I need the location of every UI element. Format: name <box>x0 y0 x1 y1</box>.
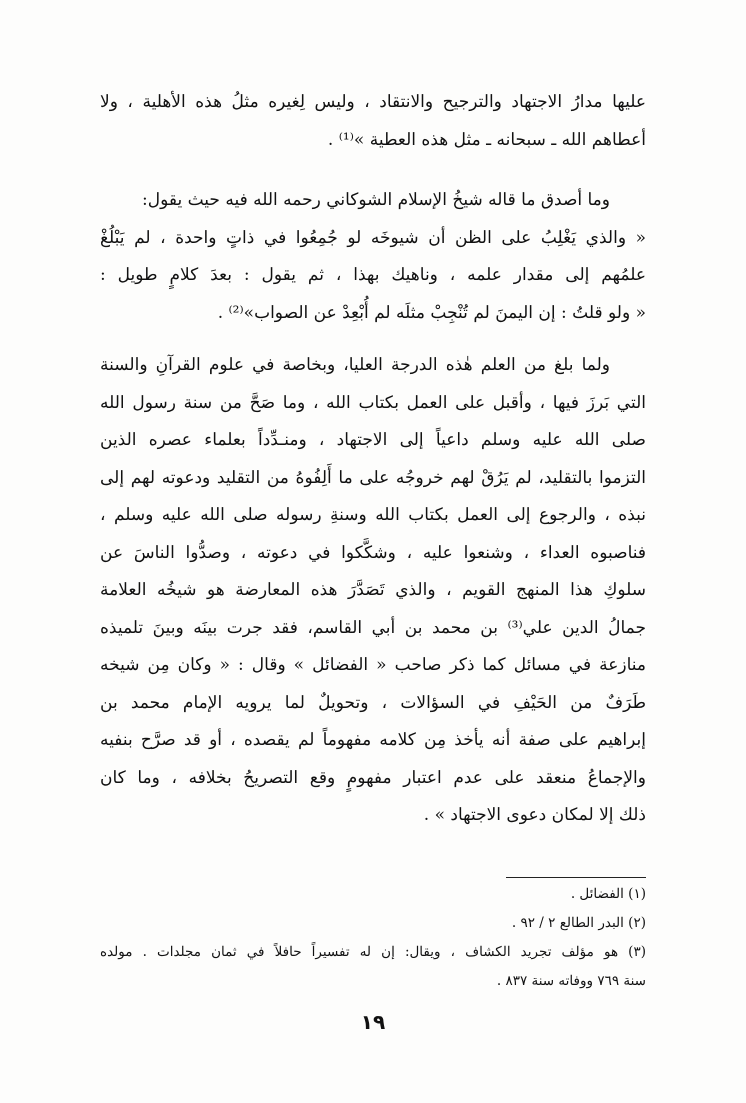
text-line: منازعة في مسائل كما ذكر صاحب « الفضائل » وقال : « وكان مِن شيخه <box>100 655 646 675</box>
text-line: ذلك إلا لمكان دعوى الاجتهاد » . <box>423 805 646 825</box>
text-line: ولما بلغ من العلم هٰذه الدرجة العليا، وبخاصة في علوم القرآنِ والسنة <box>100 355 610 375</box>
footnote-divider <box>506 877 646 878</box>
paragraph-3 <box>100 347 646 835</box>
footnote-1: (١) الفضائل . <box>570 886 646 902</box>
text-line: عليها مدارُ الاجتهاد والترجيح والانتقاد ، وليس لِغيره مثلُ هذه الأهلية ، ولا <box>100 92 646 112</box>
footnote-2: (٢) البدر الطالع ٢ / ٩٢ . <box>511 915 646 931</box>
text-line: وما أصدق ما قاله شيخُ الإسلام الشوكاني رحمه الله فيه حيث يقول: <box>142 190 610 210</box>
paragraph-1 <box>100 84 646 159</box>
text-line: « والذي يَغْلِبُ على الظن أن شيوخَه لو جُمِعُوا في ذاتٍ واحدة ، لم يَبْلُغْ <box>100 227 646 248</box>
text-line: صلى الله عليه وسلم داعياً إلى الاجتهاد ، ومنـدِّداً بعلماء عصره الذين <box>100 430 646 450</box>
footnote-3-continued: سنة ٧٦٩ ووفاته سنة ٨٣٧ . <box>496 973 646 989</box>
text-line: نبذه ، والرجوع إلى العمل بكتاب الله وسنةِ رسوله صلى الله عليه وسلم ، <box>100 505 646 525</box>
page-number: ١٩ <box>360 1010 386 1034</box>
text-line: التي بَرزَ فيها ، وأقبل على العمل بكتاب الله ، وما صَحَّ من سنة رسول الله <box>100 392 646 413</box>
paragraph-2 <box>100 182 646 332</box>
text-line: التزموا بالتقليد، لم يَرُقْ لهم خروجُه على ما أَلِفُوهُ من التقليد ودعوته لهم إلى <box>100 467 646 488</box>
text-line: « ولو قلتُ : إن اليمنَ لم تُنْجِبْ مثلَه لم أُبْعِدْ عن الصواب»⁽²⁾ . <box>217 302 646 323</box>
text-line: فناصبوه العداء ، وشنعوا عليه ، وشكَّكوا في دعوته ، وصدُّوا الناسَ عن <box>100 542 646 563</box>
text-line: والإجماعُ منعقد على عدم اعتبار مفهومٍ وقع التصريحُ بخلافه ، وما كان <box>100 767 646 788</box>
footnote-3: (٣) هو مؤلف تجريد الكشاف ، ويقال: إن له تفسيراً حافلاً في ثمان مجلدات . مولده <box>100 944 646 960</box>
text-line: سلوكِ هذا المنهج القويم ، والذي تَصَدَّرَ هذه المعارضة هو شيخُه العلامة <box>100 580 646 600</box>
footnotes <box>100 880 646 996</box>
text-line: علمُهم إلى مقدار علمه ، وناهيك بهذا ، ثم يقول : بعدَ كلامٍ طويل : <box>100 265 646 285</box>
text-line: جمالُ الدين علي⁽³⁾ بن محمد بن أبي القاسم، فقد جرت بينَه وبينَ تلميذه <box>100 617 646 638</box>
text-line: إبراهيم على صفة أنه يأخذ مِن كلامه مفهوماً لم يقصده ، أو قد صرَّح بنفيه <box>100 730 646 750</box>
text-line: أعطاهم الله ـ سبحانه ـ مثل هذه العطية »⁽¹⁾ . <box>327 129 646 150</box>
text-line: طَرَفٌ من الحَيْفِ في السؤالات ، وتحويلٌ لما يرويه الإمام محمد بن <box>100 692 646 713</box>
